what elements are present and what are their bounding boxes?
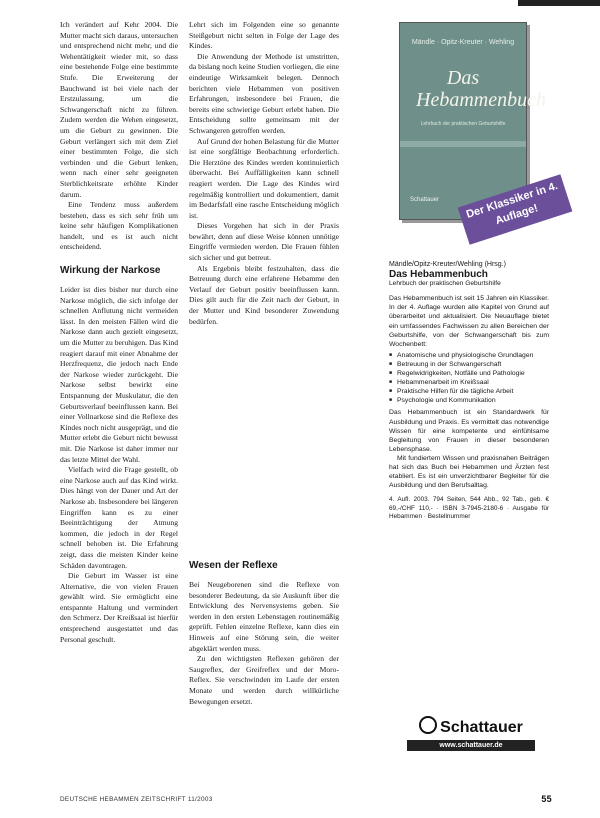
logo-circle-icon	[419, 716, 437, 734]
text-column-middle	[189, 20, 339, 706]
page-number: 55	[541, 794, 552, 804]
cover-publisher: Schattauer	[410, 197, 440, 203]
paragraph: Lehrt sich im Folgenden eine so genannte Steißgeburt nicht selten in Folge der Lage des Kindes.	[189, 20, 339, 51]
cover-authors: Mändle · Opitz-Kreuter · Wehling	[411, 39, 515, 46]
ad-title: Das Hebammenbuch	[389, 269, 488, 281]
ad-text	[389, 260, 549, 521]
list-item: ■ Regelwidrigkeiten, Notfälle und Pathologie	[389, 369, 549, 378]
section-heading: Wesen der Reflexe	[189, 560, 278, 571]
paragraph: Die Geburt im Wasser ist eine Alternative, die von vielen Frauen gewählt wird. Sie ermöglicht eine entspannte Haltung und vermindert den Schmerz. Der Kreißsaal ist hierfür entsprechend ausgestattet und das Personal geschult.	[60, 571, 178, 644]
paragraph: Vielfach wird die Frage gestellt, ob eine Narkose auch auf das Kind wirkt. Dies hängt von der Dauer und Art der Narkose ab. Insbesondere bei längeren Eingriffen kann es zu einer Beeinträchtigung der Atmung kommen, die jedoch in der Regel schnell behoben ist. Die Erfahrung zeigt, dass die meisten Kinder keine Schäden davontragen.	[60, 465, 178, 570]
column-upper	[189, 20, 339, 327]
publisher-name: Schattauer	[440, 719, 523, 736]
paragraph: Die Anwendung der Methode ist umstritten, da bislang noch keine Studien vorliegen, die eine eindeutige Wirksamkeit belegen. Dennoch berichten viele Hebammen von positiven Erfahrungen, insbesondere bei Frauen, die bereits eine schwierige Geburt erlebt haben. Die Entscheidung sollte gemeinsam mit der Schwangeren getroffen werden.	[189, 51, 339, 135]
list-item: ■ Praktische Hilfen für die tägliche Arbeit	[389, 387, 549, 396]
cover-subtitle: Lehrbuch der praktischen Geburtshilfe	[420, 121, 506, 127]
journal-name: DEUTSCHE HEBAMMEN ZEITSCHRIFT 11/2003	[60, 796, 213, 803]
top-bar	[0, 0, 600, 6]
column-lower	[189, 548, 339, 707]
paragraph: Auf Grund der hohen Belastung für die Mutter ist eine sorgfältige Beobachtung erforderlich. Die Herztöne des Kindes werden kontinuierlich überwacht. Bei Auffälligkeiten kann schnell reagiert werden. Die Lage des Kindes wird regelmäßig kontrolliert und dokumentiert, damit im Bedarfsfall eine rasche Entscheidung möglich ist.	[189, 136, 339, 220]
publisher-logo-mark	[419, 716, 523, 737]
cover-title: Das Hebammenbuch	[416, 67, 546, 111]
paragraph: Bei Neugeborenen sind die Reflexe von besonderer Bedeutung, da sie Auskunft über die Entwicklung des Nervensystems geben. Sie werden in den ersten Lebenstagen routinemäßig geprüft. Fehlen einzelne Reflexe, kann dies ein Hinweis auf eine Störung sein, die weiter abgeklärt werden muss.	[189, 580, 339, 653]
list-item: ■ Anatomische und physiologische Grundlagen	[389, 351, 549, 360]
paragraph: Dieses Vorgehen hat sich in der Praxis bewährt, denn auf diese Weise können unnötige Eingriffe vermieden werden. Die Frauen fühlen sich sicher und gut betreut.	[189, 221, 339, 263]
ad-subtitle: Lehrbuch der praktischen Geburtshilfe	[389, 280, 501, 288]
ad-paragraph: Mit fundiertem Wissen und praxisnahen Beiträgen hat sich das Buch bei Hebammen und Ärzten fest etabliert. Es ist ein unverzichtbarer Begleiter für die Ausbildung und den Berufsalltag.	[389, 454, 549, 490]
ad-feature-list	[389, 351, 549, 406]
ad-book-details: 4. Aufl. 2003. 794 Seiten, 544 Abb., 92 Tab., geb. € 69,-/CHF 110,- · ISBN 3-7945-2180-6 · Ausgabe für Hebammen · Bestellnummer	[389, 496, 549, 521]
list-item: ■ Hebammenarbeit im Kreißsaal	[389, 378, 549, 387]
paragraph: Als Ergebnis bleibt festzuhalten, dass die Betreuung durch eine erfahrene Hebamme den Verlauf der Geburt positiv beeinflussen kann. Dies gilt auch für die Zeit nach der Geburt, in der Mutter und Kind besonderer Zuwendung bedürfen.	[189, 263, 339, 326]
text-column-left	[60, 20, 178, 645]
paragraph: Ich verändert auf Kehr 2004. Die Mutter macht sich daraus, untersuchen und entsprechend nicht mehr, und die Wehentätigkeit wieder mit, so dass eine bestehende Folge eine bestimmte Stufe. Die Erweiterung der Bauchwand ist bei viele nach der Erstzulassung, um die Schwangerschaft nicht zu führen. Zudem werden die Wehen eingesetzt, um die Geburt zu gewinnen. Die Geburt verlängert sich mit dem Ziel einer bestimmten Folge, die sich verbinden und die Geburt lenken, wenn nach einer sehr geeigneten Sterblichkeitsrate erhöhte Kinder darum.	[60, 20, 178, 199]
publisher-url[interactable]: www.schattauer.de	[407, 740, 535, 751]
list-item: ■ Betreuung in der Schwangerschaft	[389, 360, 549, 369]
ad-authors: Mändle/Opitz-Kreuter/Wehling (Hrsg.)	[389, 261, 506, 268]
book-advertisement	[379, 20, 560, 790]
section-heading: Wirkung der Narkose	[60, 265, 161, 277]
publisher-logo[interactable]	[407, 716, 535, 754]
paragraph: Zu den wichtigsten Reflexen gehören der Saugreflex, der Greifreflex und der Moro-Reflex. Sie verschwinden im Laufe der ersten Monate und werden durch willkürliche Bewegungen ersetzt.	[189, 654, 339, 706]
cover-band	[400, 141, 526, 147]
ad-paragraph: Das Hebammenbuch ist ein Standardwerk für Ausbildung und Praxis. Es vermittelt das notwendige Wissen für eine kompetente und einfühlsame Begleitung von Frauen in dieser besonderen Lebensphase.	[389, 409, 549, 453]
promo-badge: Der Klassiker in 4. Auflage!	[458, 174, 573, 244]
paragraph: Eine Tendenz muss außerdem bestehen, dass es sich sehr früh um keine sehr häufigen Komplikationen handelt, und es ist auch nicht entscheidend.	[60, 200, 178, 252]
ad-intro: Das Hebammenbuch ist seit 15 Jahren ein Klassiker. In der 4. Auflage wurden alle Kapitel von Grund auf überarbeitet und aktualisiert. Die Neuauflage bietet ein umfassendes Fachwissen zu allen Bereichen der Geburtshilfe, von der Schwangerschaft bis zum Wochenbett:	[389, 295, 549, 348]
page-footer	[60, 796, 552, 803]
top-bar-block	[518, 0, 600, 6]
paragraph: Leider ist dies bisher nur durch eine Narkose möglich, die sich infolge der schnellen Anflutung nicht vermeiden lässt. In den meisten Fällen wird die Narkose dann auch gezielt eingesetzt, um die Mutter zu beruhigen. Das Kind reagiert darauf mit einer Abnahme der Herzfrequenz, die jedoch nach Ende der Narkose wieder zurückgeht. Die Narkose selbst bewirkt eine Entspannung der Muskulatur, die den Geburtsverlauf beeinflussen kann. Bei einer Vollnarkose sind die Reflexe des Kindes noch nicht ausgeprägt, und die Mutter erlebt die Geburt nicht bewusst mit. Die Narkose ist daher immer nur das letzte Mittel der Wahl.	[60, 285, 178, 464]
list-item: ■ Psychologie und Kommunikation	[389, 396, 549, 405]
